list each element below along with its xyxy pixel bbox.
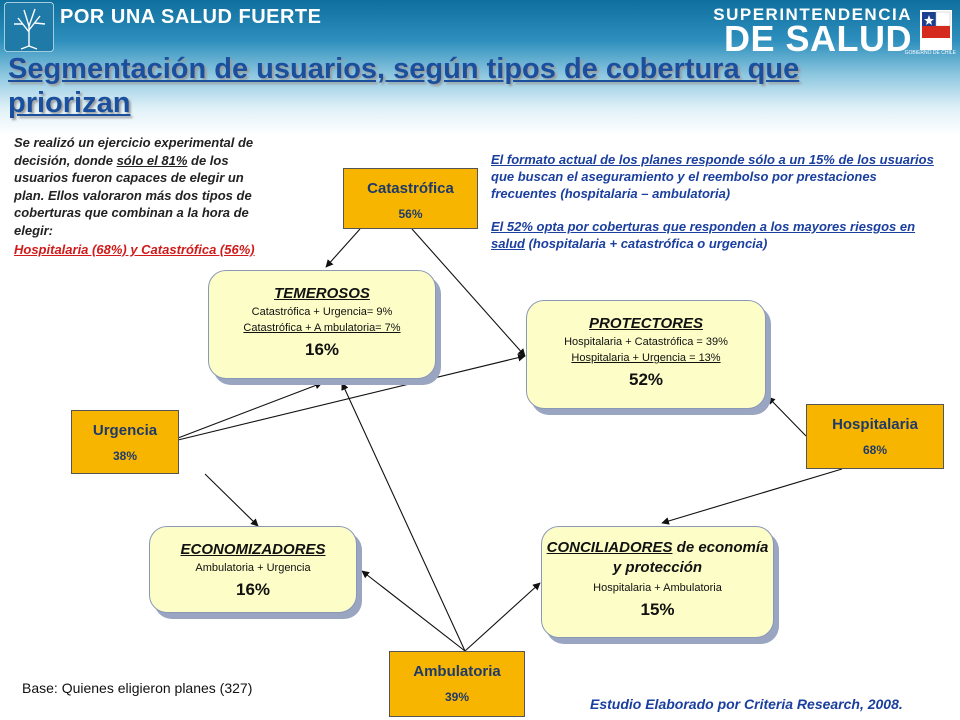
intro-part-2: de los usuarios fueron capaces de elegir un plan. Ellos valoraron más dos tipos de coberturas que combinan a la hora de elegir:	[14, 152, 252, 238]
segment-detail: Ambulatoria + Urgencia	[195, 562, 311, 574]
brand-slogan: POR UNA SALUD FUERTE	[60, 6, 322, 28]
segment-detail: Catastrófica + A mbulatoria= 7%	[243, 322, 401, 334]
segment-conciliadores	[541, 526, 774, 638]
segment-detail: Catastrófica + Urgencia= 9%	[251, 306, 393, 318]
segment-temerosos	[208, 270, 436, 379]
arrow-hospitalaria-conciliadores	[662, 469, 842, 523]
government-label: GOBIERNO DE CHILE	[904, 50, 956, 56]
finding-1-rest: que buscan el aseguramiento y el reembolso por prestaciones frecuentes (hospitalaria – ambulatoria)	[491, 169, 877, 201]
coverage-name: Ambulatoria	[413, 663, 501, 680]
coverage-percent: 39%	[444, 690, 470, 704]
coverage-name: Hospitalaria	[832, 416, 918, 433]
coverage-catastrofica	[343, 168, 478, 229]
segment-percent: 15%	[640, 600, 675, 619]
finding-2-rest: (hospitalaria + catastrófica o urgencia)	[524, 236, 768, 251]
brand-name-top: SUPERINTENDENCIA	[713, 5, 912, 24]
segment-percent: 52%	[628, 370, 664, 389]
coverage-hospitalaria	[806, 404, 944, 469]
finding-2-underlined: El 52% opta por coberturas que responden a los mayores riesgos en salud	[491, 219, 916, 251]
segment-protectores	[526, 300, 766, 409]
segment-name: TEMEROSOS	[274, 285, 370, 302]
intro-part-1: Se realizó un ejercicio experimental de decisión, donde	[14, 135, 254, 168]
intro-underlined: sólo el 81%	[116, 152, 188, 168]
segment-economizadores	[149, 526, 357, 613]
brand-name-main: DE SALUD	[723, 18, 912, 59]
arrow-ambulatoria-conciliadores	[465, 583, 540, 651]
study-credit: Estudio Elaborado por Criteria Research, 2008.	[590, 696, 903, 712]
coverage-percent: 38%	[112, 449, 138, 463]
segment-name-rest: de economía y protección	[612, 539, 769, 576]
arrow-urgencia-economizadores	[205, 474, 258, 526]
segment-name-main: CONCILIADORES	[546, 539, 673, 556]
coverage-name: Urgencia	[92, 422, 158, 439]
segment-detail: Hospitalaria + Ambulatoria	[593, 582, 722, 594]
arrow-ambulatoria-economizadores	[362, 571, 465, 651]
segment-name: ECONOMIZADORES	[180, 541, 326, 558]
page-title: Segmentación de usuarios, según tipos de cobertura que priorizan	[8, 53, 800, 119]
arrow-catastrofica-temerosos	[326, 229, 360, 267]
coverage-name: Catastrófica	[367, 180, 454, 197]
coverage-percent: 56%	[398, 207, 423, 221]
segment-percent: 16%	[235, 580, 271, 599]
segment-name: PROTECTORES	[589, 315, 703, 332]
arrow-ambulatoria-temerosos	[342, 383, 465, 651]
intro-highlight: Hospitalaria (68%) y Catastrófica (56%)	[14, 242, 255, 257]
segment-name	[542, 538, 773, 578]
segment-detail: Hospitalaria + Catastrófica = 39%	[564, 336, 728, 348]
finding-1-underlined: El formato actual de los planes responde sólo a un 15% de los usuarios	[491, 152, 934, 167]
segment-percent: 16%	[304, 340, 340, 359]
coverage-percent: 68%	[862, 443, 888, 457]
coverage-ambulatoria	[389, 651, 525, 717]
base-note: Base: Quienes eligieron planes (327)	[22, 680, 253, 696]
coverage-urgencia	[71, 410, 179, 474]
arrow-hospitalaria-protectores	[768, 397, 806, 436]
segment-detail: Hospitalaria + Urgencia = 13%	[571, 352, 721, 364]
